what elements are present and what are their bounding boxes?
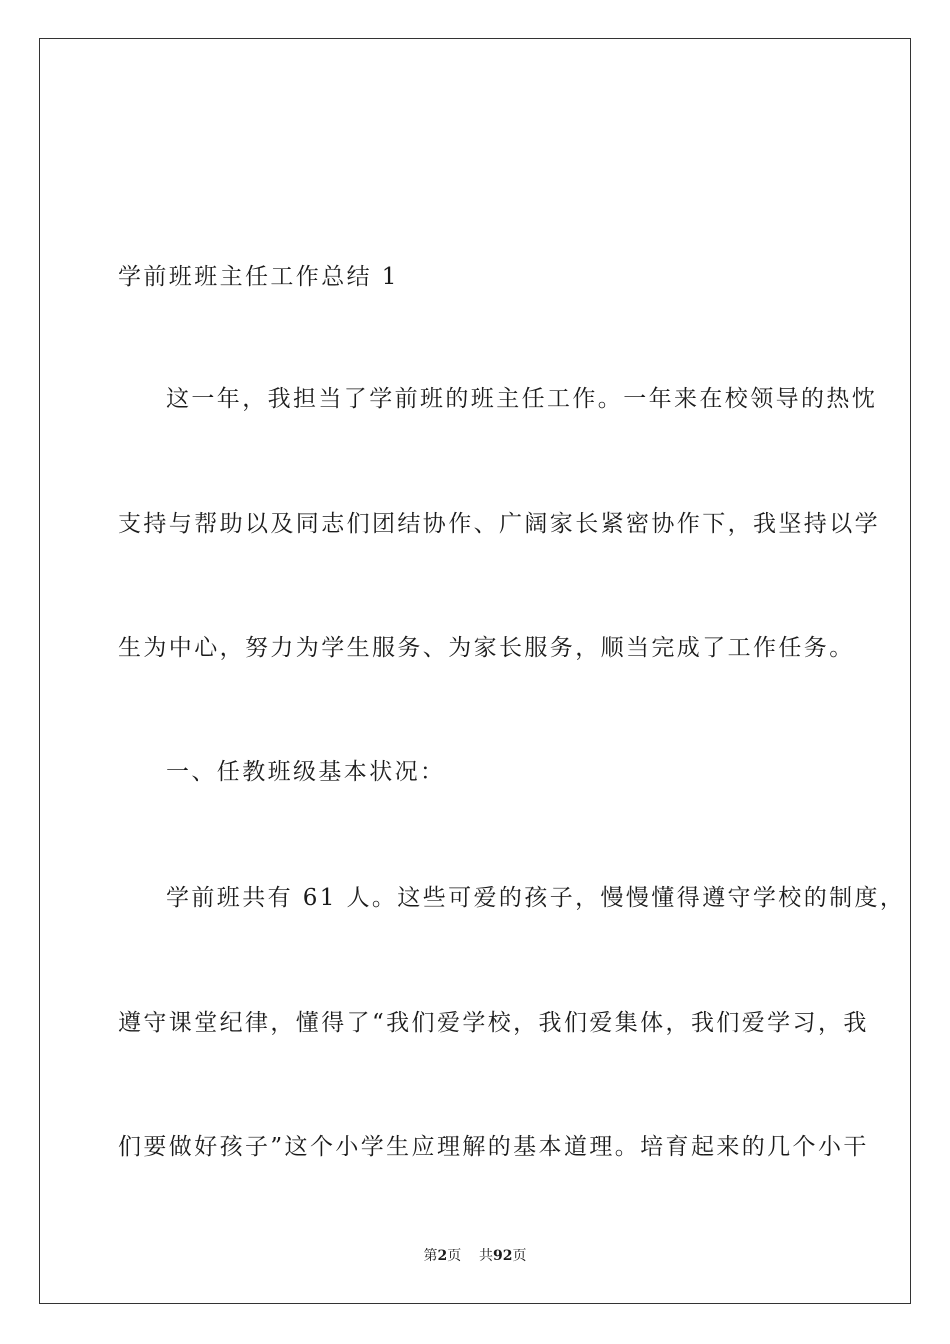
section-heading: 一、任教班级基本状况： [166, 759, 446, 785]
total-suffix: 页 [512, 1248, 527, 1264]
paragraph-line-5: 遵守课堂纪律，懂得了“我们爱学校，我们爱集体，我们爱学习，我 [118, 1010, 869, 1036]
page-frame [39, 38, 911, 1304]
paragraph-line-1: 这一年，我担当了学前班的班主任工作。一年来在校领导的热忱 [166, 386, 878, 412]
paragraph-line-2: 支持与帮助以及同志们团结协作、广阔家长紧密协作下，我坚持以学 [118, 511, 880, 537]
document-title: 学前班班主任工作总结 1 [118, 264, 399, 290]
total-pages: 92 [493, 1248, 513, 1264]
paragraph-line-4: 学前班共有 61 人。这些可爱的孩子，慢慢懂得遵守学校的制度， [166, 885, 906, 911]
paragraph-line-6: 们要做好孩子”这个小学生应理解的基本道理。培育起来的几个小干 [118, 1134, 869, 1160]
total-prefix: 共 [479, 1248, 494, 1264]
page-prefix: 第 [423, 1248, 438, 1264]
page-suffix: 页 [447, 1248, 462, 1264]
page-footer [0, 1246, 950, 1266]
paragraph-line-3: 生为中心，努力为学生服务、为家长服务，顺当完成了工作任务。 [118, 635, 855, 661]
page-number: 2 [437, 1248, 448, 1264]
